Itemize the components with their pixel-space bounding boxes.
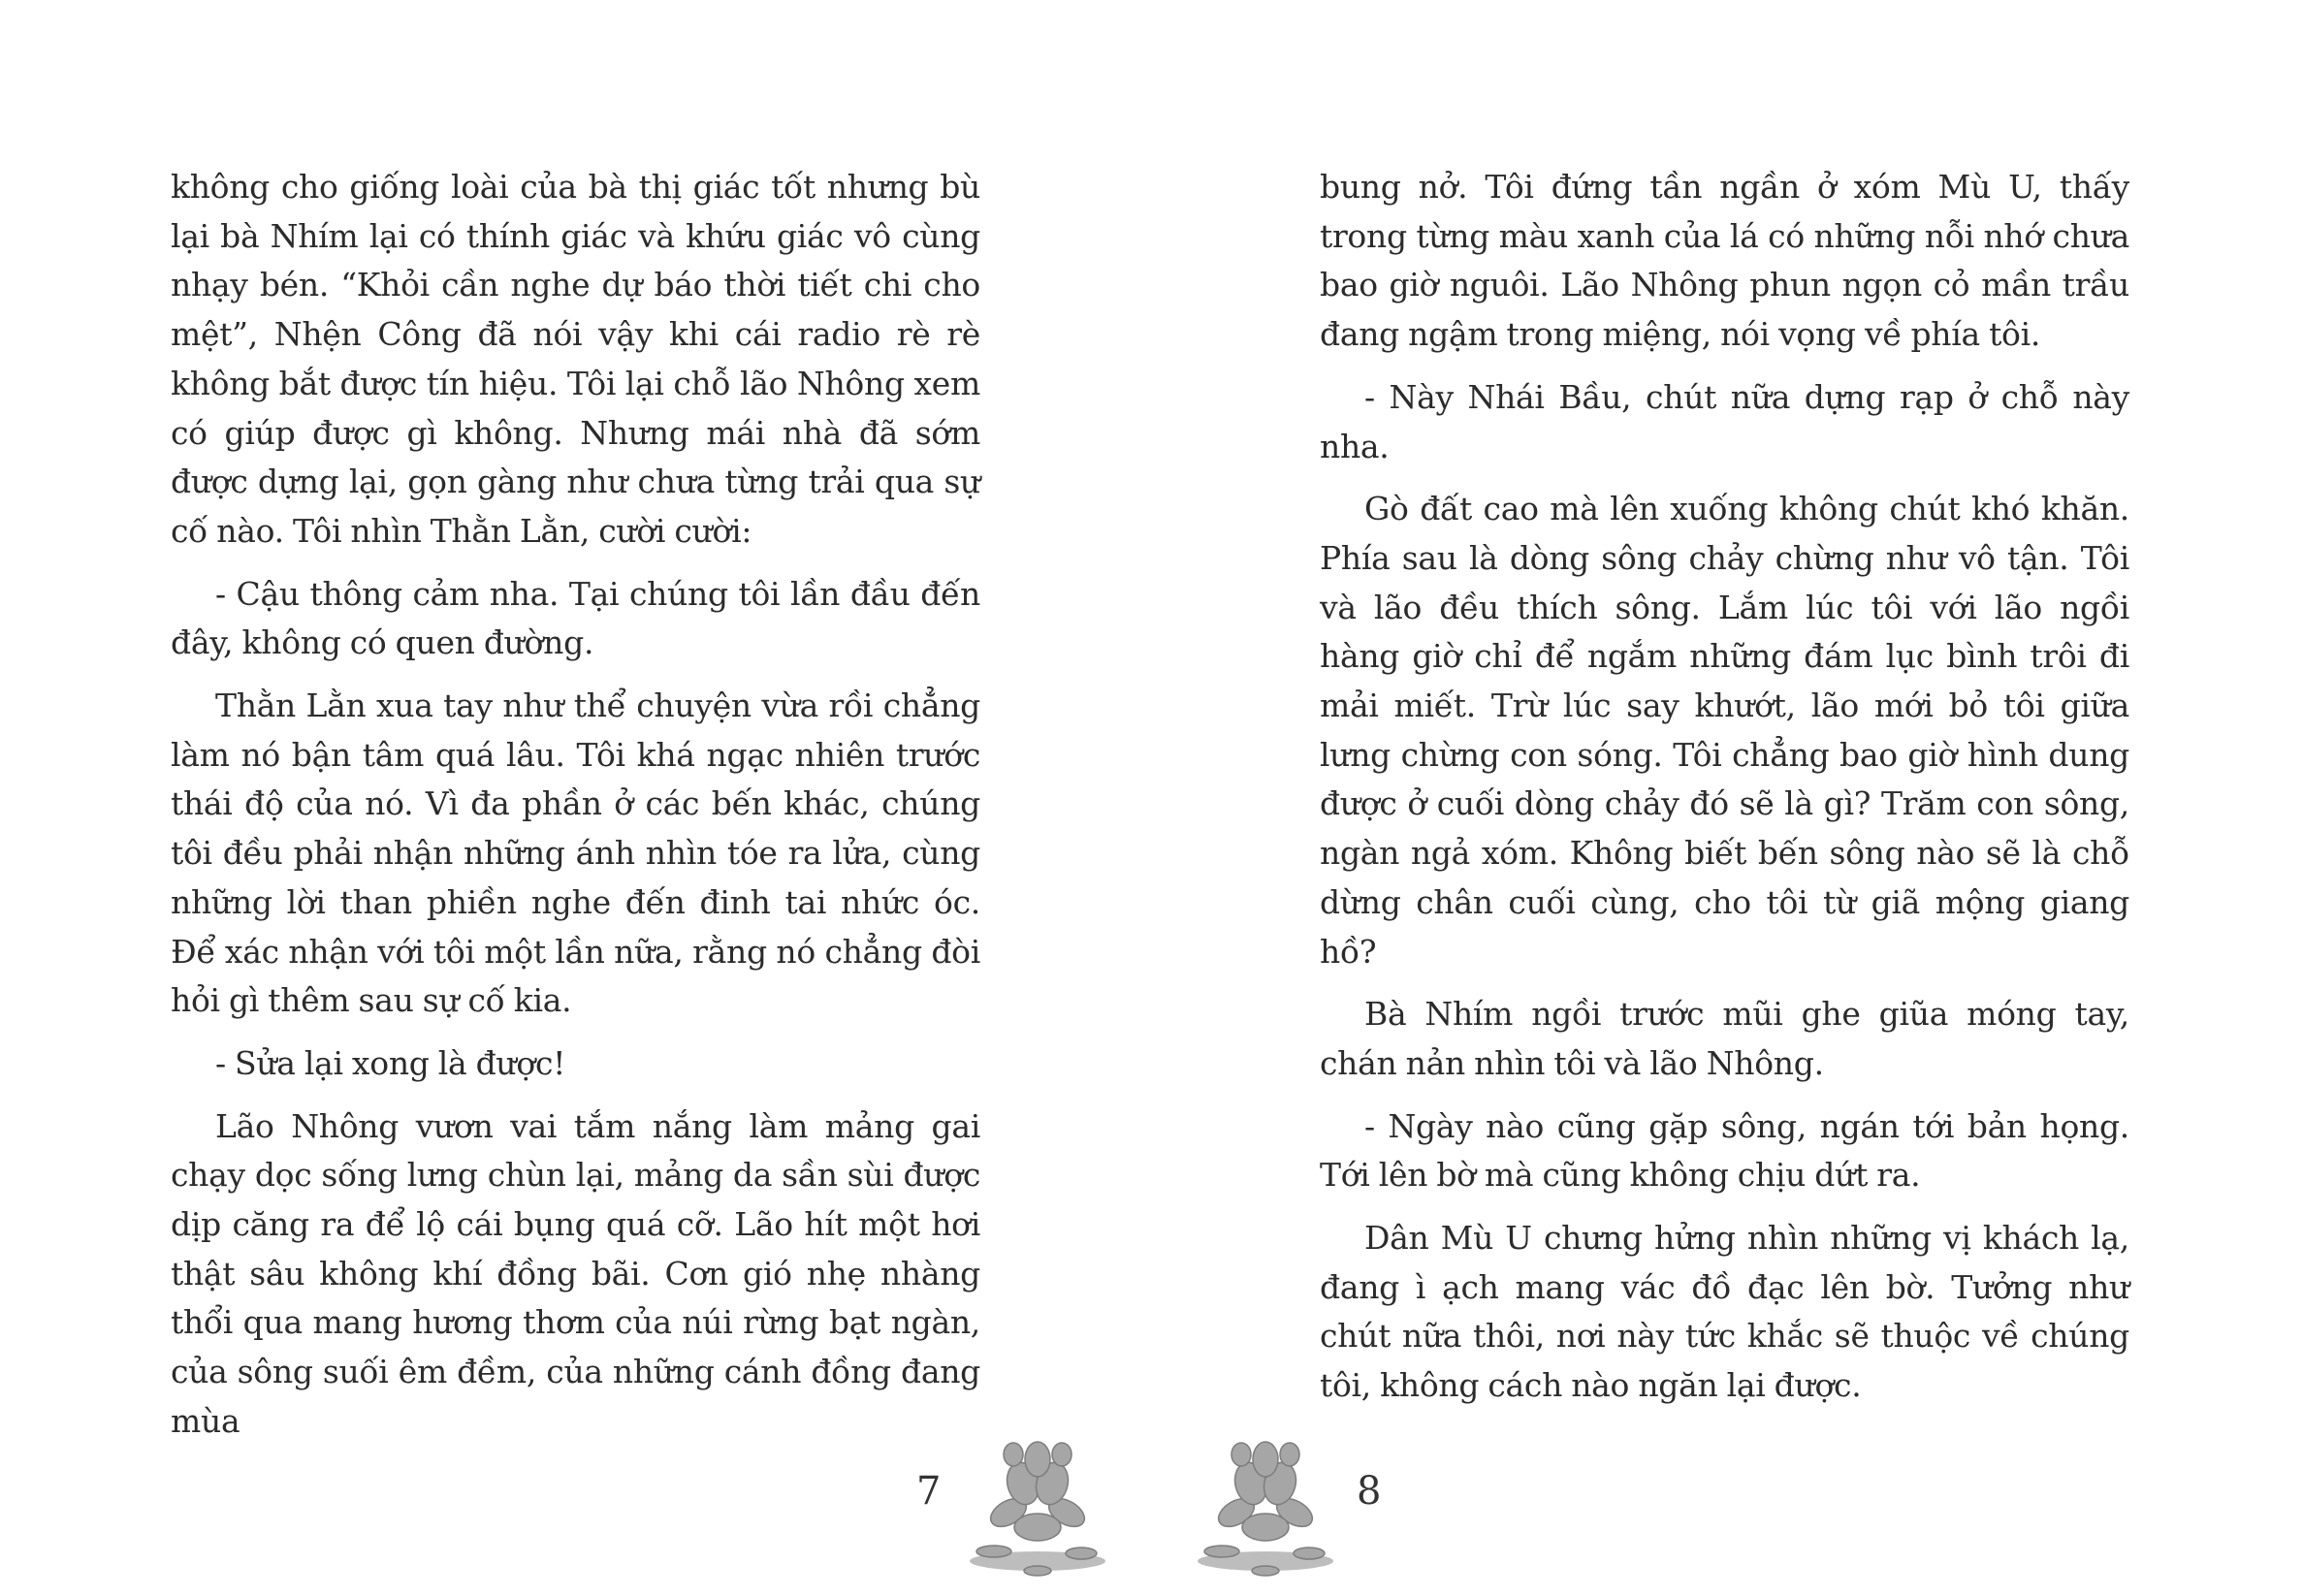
left-page	[171, 163, 980, 1460]
page-number-left: 7	[916, 1469, 942, 1514]
paragraph: bung nở. Tôi đứng tần ngần ở xóm Mù U, thấy trong từng màu xanh của lá có những nỗi nhớ chưa bao giờ nguôi. Lão Nhông phun ngọn cỏ mần trầu đang ngậm trong miệng, nói vọng về phía tôi.	[1320, 168, 2129, 354]
paragraph: - Sửa lại xong là được!	[215, 1043, 566, 1082]
water-plant-icon	[1183, 1416, 1348, 1580]
paragraph: Bà Nhím ngồi trước mũi ghe giũa móng tay, chán nản nhìn tôi và lão Nhông.	[1320, 995, 2129, 1082]
paragraph: không cho giống loài của bà thị giác tốt nhưng bù lại bà Nhím lại có thính giác và khứu giác vô cùng nhạy bén. “Khỏi cần nghe dự báo thời tiết chi cho mệt”, Nhện Công đã nói vậy khi cái radio rè rè không bắt được tín hiệu. Tôi lại chỗ lão Nhông xem có giúp được gì không. Nhưng mái nhà đã sớm được dựng lại, gọn gàng như chưa từng trải qua sự cố nào. Tôi nhìn Thằn Lằn, cười cười:	[171, 168, 980, 550]
page-number-right: 8	[1357, 1469, 1382, 1514]
paragraph: - Này Nhái Bầu, chút nữa dựng rạp ở chỗ này nha.	[1320, 377, 2129, 465]
right-page	[1320, 163, 2129, 1424]
paragraph: Lão Nhông vươn vai tắm nắng làm mảng gai chạy dọc sống lưng chùn lại, mảng da sần sùi được dịp căng ra để lộ cái bụng quá cỡ. Lão hít một hơi thật sâu không khí đồng bãi. Cơn gió nhẹ nhàng thổi qua mang hương thơm của núi rừng bạt ngàn, của sông suối êm đềm, của những cánh đồng đang mùa	[171, 1106, 980, 1440]
paragraph: Dân Mù U chưng hửng nhìn những vị khách lạ, đang ì ạch mang vác đồ đạc lên bờ. Tưởng như chút nữa thôi, nơi này tức khắc sẽ thuộc về chúng tôi, không cách nào ngăn lại được.	[1320, 1219, 2129, 1405]
paragraph: - Ngày nào cũng gặp sông, ngán tới bản họng. Tới lên bờ mà cũng không chịu dứt ra.	[1320, 1106, 2129, 1195]
paragraph: - Cậu thông cảm nha. Tại chúng tôi lần đầu đến đây, không có quen đường.	[171, 574, 980, 662]
water-plant-icon	[955, 1416, 1120, 1580]
paragraph: Thằn Lằn xua tay như thể chuyện vừa rồi chẳng làm nó bận tâm quá lâu. Tôi khá ngạc nhiên trước thái độ của nó. Vì đa phần ở các bến khác, chúng tôi đều phải nhận những ánh nhìn tóe ra lửa, cùng những lời than phiền nghe đến đinh tai nhức óc. Để xác nhận với tôi một lần nữa, rằng nó chẳng đòi hỏi gì thêm sau sự cố kia.	[171, 686, 980, 1020]
paragraph: Gò đất cao mà lên xuống không chút khó khăn. Phía sau là dòng sông chảy chừng như vô tận. Tôi và lão đều thích sông. Lắm lúc tôi với lão ngồi hàng giờ chỉ để ngắm những đám lục bình trôi đi mải miết. Trừ lúc say khướt, lão mới bỏ tôi giữa lưng chừng con sóng. Tôi chẳng bao giờ hình dung được ở cuối dòng chảy đó sẽ là gì? Trăm con sông, ngàn ngả xóm. Không biết bến sông nào sẽ là chỗ dừng chân cuối cùng, cho tôi từ giã mộng giang hồ?	[1320, 490, 2129, 971]
